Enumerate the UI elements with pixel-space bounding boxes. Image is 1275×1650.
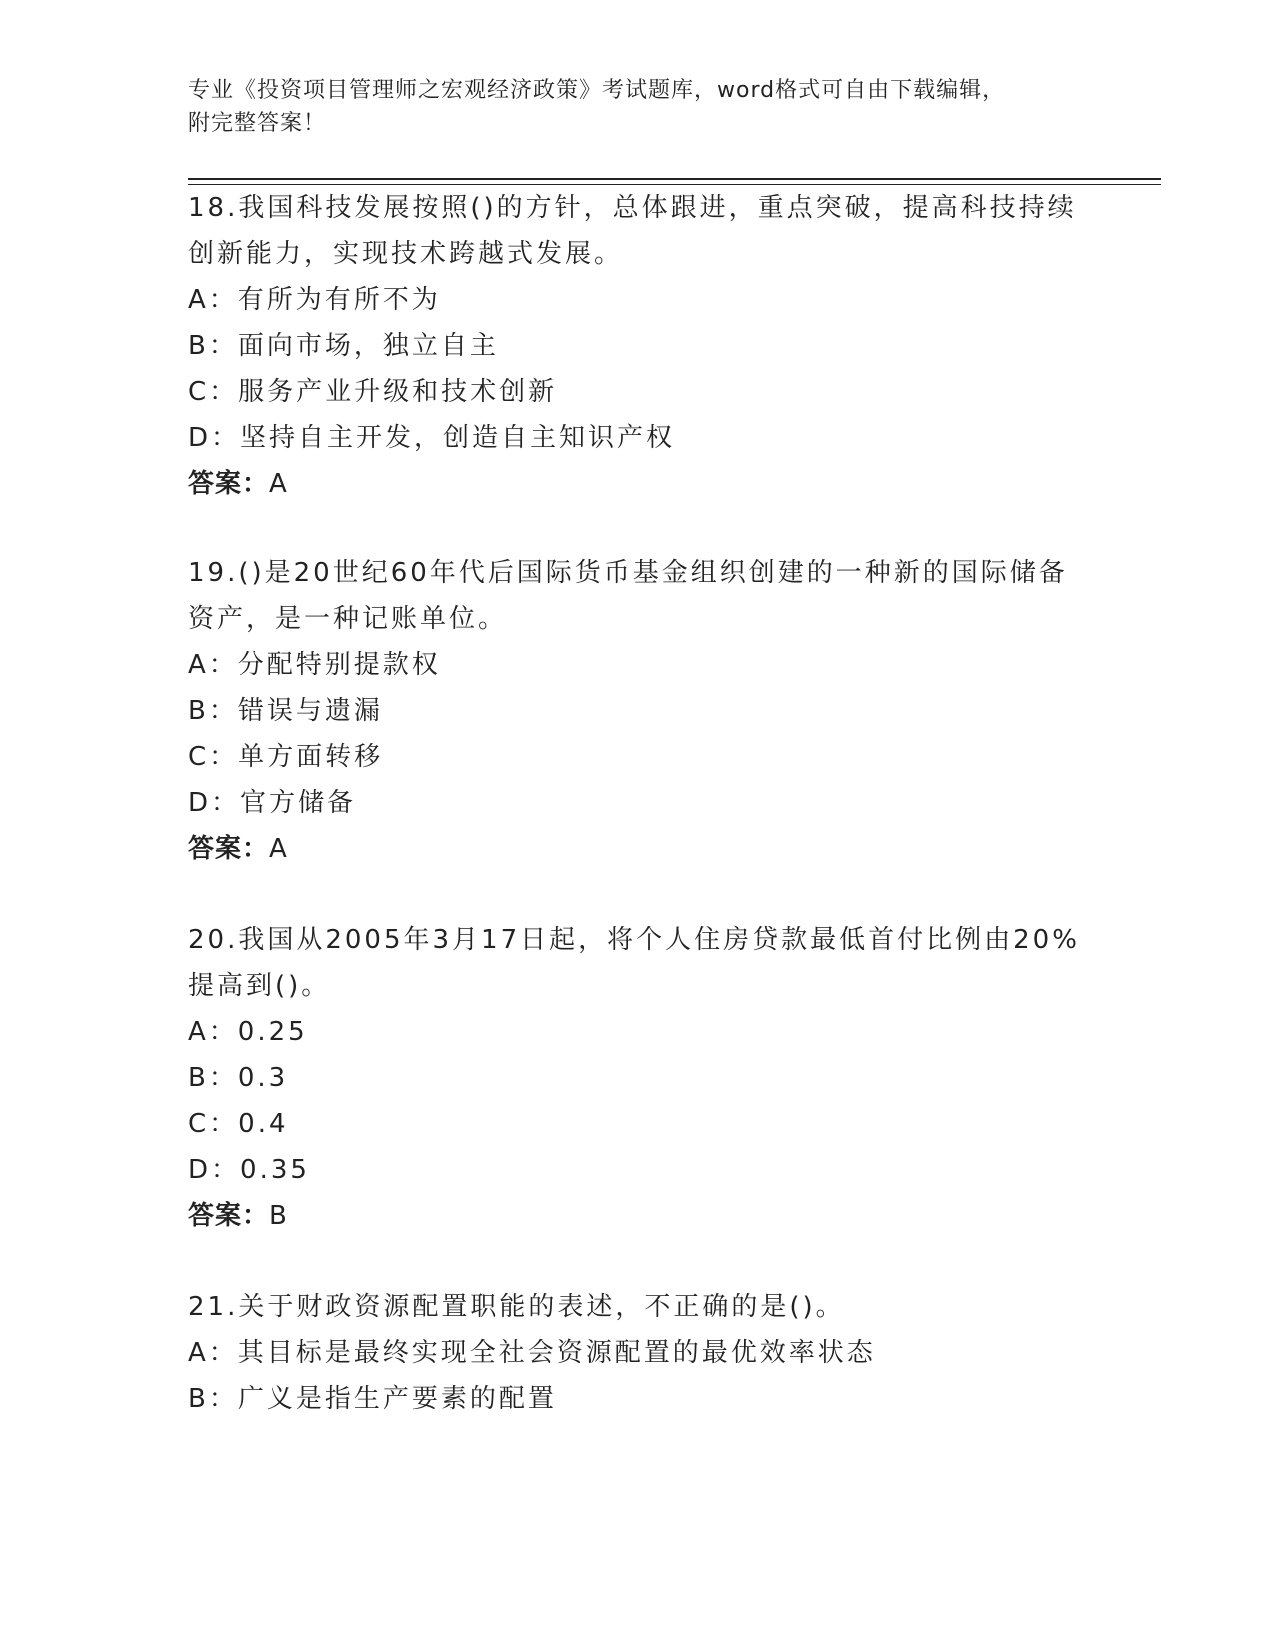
question-21	[188, 1284, 1168, 1422]
header-line-1: 专业《投资项目管理师之宏观经济政策》考试题库，word格式可自由下载编辑，	[188, 78, 1006, 103]
header-line-2: 附完整答案！	[188, 111, 327, 136]
option-d: D：坚持自主开发，创造自主知识产权	[188, 423, 676, 453]
option-b: B：面向市场，独立自主	[188, 331, 499, 361]
question-19	[188, 550, 1168, 872]
answer-value: B	[269, 1201, 290, 1231]
option-a: A：分配特别提款权	[188, 650, 441, 680]
option-b: B：错误与遗漏	[188, 696, 383, 726]
option-a: A：0.25	[188, 1017, 308, 1047]
option-a: A：其目标是最终实现全社会资源配置的最优效率状态	[188, 1338, 876, 1368]
option-d: D：0.35	[188, 1155, 310, 1185]
question-18	[188, 185, 1168, 507]
answer-label: 答案：	[188, 469, 270, 499]
question-stem-line: 提高到()。	[188, 971, 331, 1001]
option-d: D：官方储备	[188, 788, 357, 818]
option-c: C：单方面转移	[188, 742, 384, 772]
question-20	[188, 917, 1168, 1239]
answer-line	[188, 461, 1168, 507]
answer-label: 答案：	[188, 1201, 270, 1231]
option-a: A：有所为有所不为	[188, 285, 441, 315]
answer-value: A	[269, 834, 290, 864]
option-b: B：广义是指生产要素的配置	[188, 1384, 557, 1414]
option-c: C：服务产业升级和技术创新	[188, 377, 558, 407]
document-header	[188, 74, 1168, 140]
answer-line	[188, 1193, 1168, 1239]
option-b: B：0.3	[188, 1063, 289, 1093]
header-divider	[188, 178, 1161, 185]
option-c: C：0.4	[188, 1109, 289, 1139]
question-stem-line: 资产，是一种记账单位。	[188, 604, 508, 634]
question-stem-line: 创新能力，实现技术跨越式发展。	[188, 239, 624, 269]
question-stem-line: 18.我国科技发展按照()的方针，总体跟进，重点突破，提高科技持续	[188, 193, 1077, 223]
question-stem-line: 21.关于财政资源配置职能的表述，不正确的是()。	[188, 1292, 845, 1322]
question-stem-line: 19.()是20世纪60年代后国际货币基金组织创建的一种新的国际储备	[188, 558, 1068, 588]
answer-value: A	[269, 469, 290, 499]
question-stem-line: 20.我国从2005年3月17日起，将个人住房贷款最低首付比例由20%	[188, 925, 1080, 955]
answer-label: 答案：	[188, 834, 270, 864]
answer-line	[188, 826, 1168, 872]
